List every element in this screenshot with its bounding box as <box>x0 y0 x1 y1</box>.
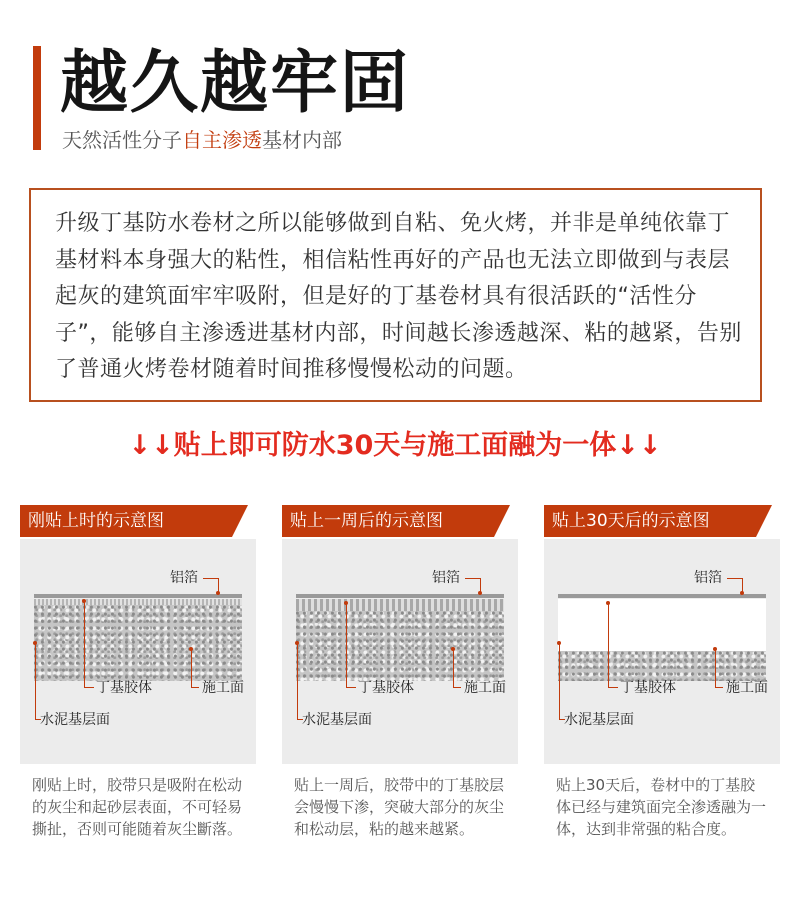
description-box <box>29 188 762 402</box>
panel-title: 贴上30天后的示意图 <box>544 505 756 537</box>
leader-foil-h <box>203 578 219 579</box>
label-glue: 丁基胶体 <box>620 680 676 696</box>
diagram-panel-initial <box>20 505 256 840</box>
diagram-week <box>282 539 518 764</box>
leader-foil-dot <box>216 591 220 595</box>
leader-base-v <box>35 643 36 719</box>
leader-foil-h <box>465 578 481 579</box>
leader-surface-v <box>453 649 454 687</box>
subtitle-post: 基材内部 <box>262 128 342 152</box>
panel-caption: 刚贴上时，胶带只是吸附在松动的灰尘和起砂层表面，不可轻易撕扯，否则可能随着灰尘斷落。 <box>32 776 243 838</box>
panel-title: 刚贴上时的示意图 <box>20 505 232 537</box>
label-glue: 丁基胶体 <box>96 680 152 696</box>
leader-foil-v <box>218 578 219 592</box>
title-accent-bar <box>33 46 41 150</box>
label-surface: 施工面 <box>464 680 506 696</box>
label-base: 水泥基层面 <box>302 712 372 728</box>
page-subtitle <box>62 126 342 154</box>
foil-layer <box>296 594 504 598</box>
label-foil: 铝箔 <box>694 570 722 586</box>
foil-layer <box>34 594 242 598</box>
glue-layer <box>296 599 504 611</box>
leader-glue-h <box>84 687 94 688</box>
page-title: 越久越牢固 <box>60 44 411 123</box>
leader-glue-v <box>608 603 609 687</box>
panel-caption: 贴上一周后，胶带中的丁基胶层会慢慢下渗，突破大部分的灰尘和松动层，粘的越来越紧。 <box>294 776 505 838</box>
glue-layer <box>558 599 766 651</box>
diagram-panel-30days <box>544 505 780 840</box>
panel-title: 贴上一周后的示意图 <box>282 505 494 537</box>
subtitle-pre: 天然活性分子 <box>62 128 182 152</box>
label-base: 水泥基层面 <box>40 712 110 728</box>
leader-foil-h <box>727 578 743 579</box>
leader-foil-dot <box>740 591 744 595</box>
label-foil: 铝箔 <box>170 570 198 586</box>
subtitle-highlight: 自主渗透 <box>182 128 262 152</box>
leader-glue-h <box>346 687 356 688</box>
leader-surface-h <box>715 687 723 688</box>
label-surface: 施工面 <box>726 680 768 696</box>
panel-caption: 贴上30天后，卷材中的丁基胶体已经与建筑面完全渗透融为一体，达到非常强的粘合度。 <box>556 776 767 838</box>
leader-glue-h <box>608 687 618 688</box>
diagram-panel-week <box>282 505 518 840</box>
diagram-30days <box>544 539 780 764</box>
description-text: 升级丁基防水卷材之所以能够做到自粘、免火烤，并非是单纯依靠丁基材料本身强大的粘性，相信粘性再好的产品也无法立即做到与表层起灰的建筑面牢牢吸附，但是好的丁基卷材具有很活跃的“活性分子”，能够自主渗透进基材内部，时间越长渗透越深、粘的越紧，告别了普通火烤卷材随着时间推移慢慢松动的问题。 <box>55 211 742 382</box>
leader-surface-v <box>715 649 716 687</box>
leader-surface-h <box>453 687 461 688</box>
leader-glue-v <box>84 601 85 687</box>
label-glue: 丁基胶体 <box>358 680 414 696</box>
diagram-initial <box>20 539 256 764</box>
leader-glue-v <box>346 603 347 687</box>
label-foil: 铝箔 <box>432 570 460 586</box>
leader-foil-dot <box>478 591 482 595</box>
concrete-layer <box>558 651 766 681</box>
foil-layer <box>558 594 766 598</box>
leader-foil-v <box>742 578 743 592</box>
label-base: 水泥基层面 <box>564 712 634 728</box>
leader-surface-v <box>191 649 192 687</box>
label-surface: 施工面 <box>202 680 244 696</box>
slogan: ↓↓贴上即可防水30天与施工面融为一体↓↓ <box>128 430 662 461</box>
leader-surface-h <box>191 687 199 688</box>
leader-base-v <box>559 643 560 719</box>
leader-base-v <box>297 643 298 719</box>
concrete-layer <box>296 611 504 681</box>
concrete-layer <box>34 605 242 681</box>
leader-foil-v <box>480 578 481 592</box>
